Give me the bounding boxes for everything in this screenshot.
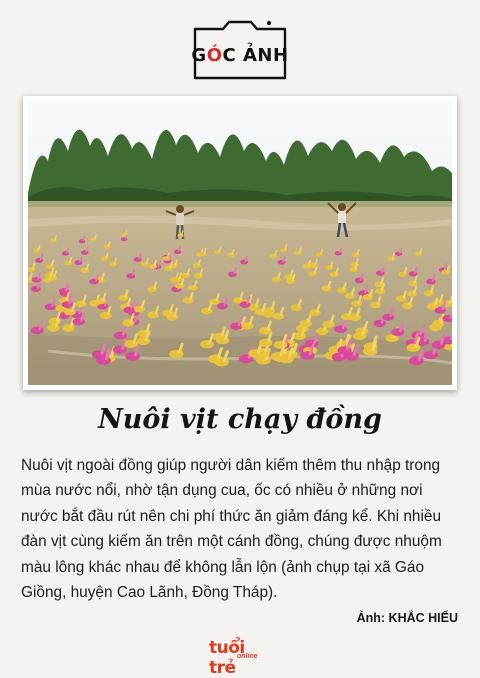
duck (424, 290, 434, 296)
duck (217, 303, 228, 310)
duck (96, 298, 107, 304)
duck (344, 352, 359, 361)
duck (259, 339, 273, 347)
brand-main: tuổi trẻ (209, 638, 245, 678)
duck (300, 320, 312, 327)
duck (79, 239, 86, 243)
duck (284, 274, 293, 279)
duck (137, 337, 150, 345)
duck (351, 300, 362, 307)
duck (376, 271, 385, 276)
duck (89, 279, 98, 285)
photo-credit: Ảnh: KHẮC HIẾU (356, 611, 458, 625)
duck (193, 263, 201, 268)
duck (309, 309, 321, 316)
duck (274, 341, 288, 349)
duck (199, 252, 206, 256)
duck (432, 341, 446, 349)
duck (280, 248, 287, 252)
duck (64, 309, 75, 316)
duck (278, 260, 286, 265)
duck (162, 256, 170, 261)
duck (164, 266, 172, 271)
duck (59, 288, 69, 294)
duck (355, 278, 364, 284)
duck (109, 262, 117, 267)
duck (81, 250, 88, 254)
duck (90, 238, 96, 242)
article-title: Nuôi vịt chạy đồng (98, 404, 382, 435)
duck (363, 294, 373, 300)
duck (104, 245, 111, 249)
goc-anh-logo (191, 19, 289, 81)
duck (33, 248, 40, 252)
duck (402, 303, 413, 310)
duck (169, 350, 183, 359)
duck (147, 286, 157, 292)
duck (64, 261, 72, 266)
duck (240, 260, 248, 265)
duck (76, 301, 87, 308)
duck (134, 306, 145, 313)
duck (200, 340, 214, 348)
duck (370, 302, 381, 309)
article-body: Nuôi vịt ngoài đồng giúp người dân kiếm thêm thu nhập trong mùa nước nổi, nhờ tận dụng cua, ốc có nhiều ở những nơi nước bắt đầu rút nên chi phí thức ăn giảm đáng kể. Khi nhiều đàn vịt cùng kiếm ăn trên một cánh đồng, chúng được nhuộm màu lông khác nhau để không lẫn lộn (ảnh chụp tại xã Gáo Giồng, huyện Cao Lãnh, Đồng Tháp). (21, 457, 442, 602)
duck (241, 322, 253, 329)
brand-sub: online (237, 653, 258, 660)
duck (96, 356, 111, 365)
duck (194, 273, 203, 278)
duck (181, 273, 190, 278)
duck (183, 297, 194, 303)
photo-frame (23, 96, 457, 390)
duck (353, 332, 366, 340)
duck (230, 323, 242, 330)
duck (100, 312, 112, 319)
duck (259, 327, 272, 335)
duck (345, 293, 355, 299)
duck (409, 271, 418, 276)
duck (124, 340, 138, 348)
duck (31, 327, 44, 335)
duck (31, 286, 41, 292)
duck (81, 268, 90, 273)
duck (424, 351, 438, 360)
duck (391, 328, 404, 336)
duck (141, 262, 149, 267)
duck (271, 352, 286, 361)
duck (294, 251, 301, 255)
duck (349, 267, 358, 272)
duck (407, 291, 417, 297)
tuoi-tre-logo (209, 638, 273, 678)
duck (45, 304, 56, 311)
duck (325, 265, 333, 270)
duck (322, 321, 334, 328)
duck (272, 313, 284, 320)
duck (121, 238, 127, 242)
duck (408, 281, 417, 287)
duck (201, 308, 212, 315)
duck (407, 344, 421, 352)
logo-wordmark: GÓC ẢNH (191, 45, 289, 66)
duck (227, 253, 235, 258)
duck (374, 320, 386, 327)
duck (382, 314, 394, 321)
duck (149, 264, 157, 269)
duck (441, 270, 450, 275)
duck (300, 351, 314, 360)
duck (50, 238, 57, 242)
duck (208, 355, 223, 364)
duck-field-photo (28, 101, 452, 385)
duck (47, 324, 60, 332)
duck (74, 260, 82, 265)
duck (126, 273, 135, 278)
duck (303, 264, 311, 269)
duck (310, 263, 318, 268)
duck (46, 264, 54, 269)
duck (415, 252, 422, 256)
duck (291, 304, 302, 311)
duck (62, 301, 73, 308)
duck (62, 251, 69, 255)
duck (177, 234, 183, 238)
duck (214, 250, 221, 254)
duck (432, 320, 444, 327)
duck (309, 271, 318, 276)
duck (43, 277, 52, 283)
duck (148, 311, 160, 318)
duck (166, 314, 178, 321)
duck (62, 324, 75, 332)
duck (113, 346, 127, 354)
duck (32, 277, 41, 283)
duck (335, 251, 342, 255)
duck (73, 318, 85, 325)
duck (352, 253, 360, 258)
duck (322, 286, 332, 292)
duck (248, 349, 262, 358)
duck (316, 252, 323, 256)
duck (395, 252, 402, 256)
duck (255, 309, 266, 316)
duck (399, 272, 408, 277)
duck (122, 319, 134, 326)
duck (286, 279, 295, 285)
duck (114, 332, 127, 340)
duck (387, 257, 395, 262)
duck (435, 307, 446, 314)
duck (349, 313, 361, 320)
duck (125, 352, 140, 361)
duck (334, 325, 347, 333)
duck (426, 279, 435, 285)
duck (173, 277, 182, 283)
duck (375, 288, 385, 294)
duck (216, 336, 229, 344)
duck (175, 283, 185, 289)
duck (337, 287, 347, 293)
duck (396, 295, 407, 301)
duck (174, 250, 181, 254)
duck (121, 233, 127, 237)
duck (188, 285, 198, 291)
duck (272, 277, 281, 283)
duck (363, 347, 377, 356)
duck (409, 356, 424, 365)
duck (240, 301, 251, 308)
duck (118, 295, 128, 301)
